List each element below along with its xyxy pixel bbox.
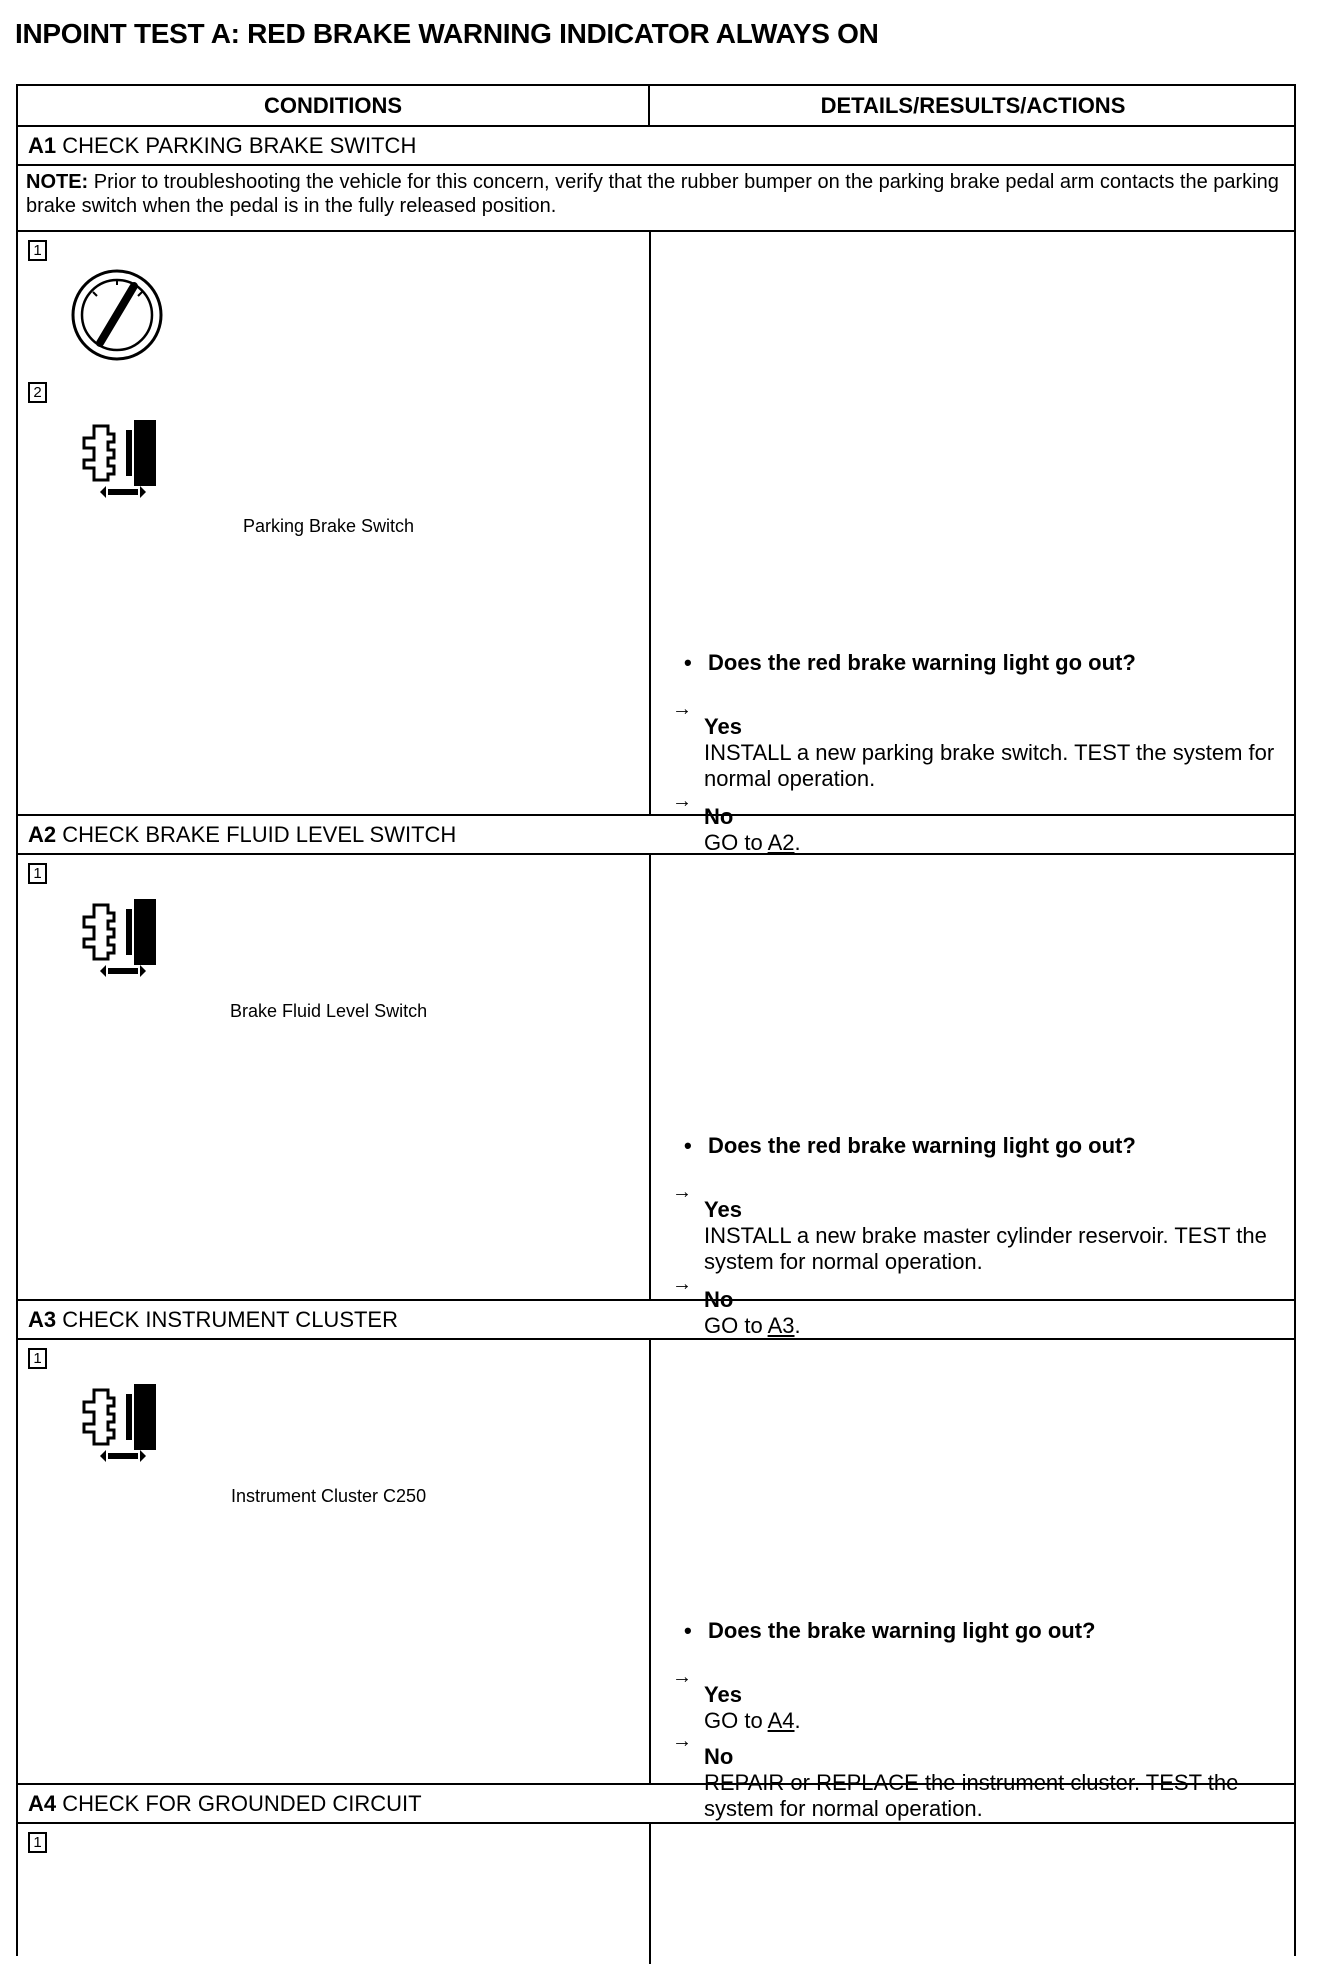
question-text: Does the brake warning light go out?: [708, 1618, 1096, 1643]
step-a3-header: [18, 1301, 1294, 1340]
note-text: Prior to troubleshooting the vehicle for this concern, verify that the rubber bumper on the parking brake pedal arm contacts the parking brake switch when the pedal is in the fully released position.: [26, 171, 1279, 217]
diagnostic-question: [684, 1133, 1136, 1159]
yes-label: Yes: [704, 1197, 742, 1222]
arrow-right-icon: →: [672, 1273, 692, 1295]
arrow-right-icon: →: [672, 698, 692, 720]
yes-answer: [704, 1197, 1294, 1275]
details-header: DETAILS/RESULTS/ACTIONS: [820, 93, 1126, 118]
yes-label: Yes: [704, 714, 742, 739]
step-number-box: 2: [28, 382, 47, 403]
question-text: Does the red brake warning light go out?: [708, 1133, 1136, 1158]
link-a4[interactable]: A4: [767, 1708, 795, 1733]
step-number-box: 1: [28, 1832, 47, 1853]
page-title: INPOINT TEST A: RED BRAKE WARNING INDICATOR ALWAYS ON: [15, 18, 879, 49]
yes-action: INSTALL a new brake master cylinder reservoir. TEST the system for normal operation.: [704, 1223, 1267, 1274]
step-number-box: 1: [28, 240, 47, 261]
yes-label: Yes: [704, 1682, 742, 1707]
yes-action: GO to A4.: [704, 1708, 801, 1733]
step-title: CHECK BRAKE FLUID LEVEL SWITCH: [62, 822, 457, 847]
step-a1-note: [18, 166, 1294, 232]
arrow-right-icon: →: [672, 790, 692, 812]
step-title: CHECK PARKING BRAKE SWITCH: [62, 133, 417, 158]
link-a3[interactable]: A3: [767, 1313, 795, 1338]
step-a4-header: [18, 1785, 1294, 1824]
step-a4-row: [18, 1824, 1294, 1964]
column-divider: [649, 1824, 651, 1964]
connector-disconnect-icon: [72, 887, 168, 983]
note-label: NOTE:: [26, 171, 89, 193]
column-divider: [649, 1340, 651, 1783]
step-id: A2: [28, 822, 57, 847]
conditions-header: CONDITIONS: [18, 86, 650, 125]
component-caption: Instrument Cluster C250: [231, 1486, 427, 1506]
step-title: CHECK FOR GROUNDED CIRCUIT: [62, 1791, 422, 1816]
diagnostic-question: [684, 1618, 1096, 1644]
column-divider: [649, 855, 651, 1299]
ignition-key-icon: [70, 268, 164, 362]
table-header: [18, 86, 1294, 127]
arrow-right-icon: →: [672, 1666, 692, 1688]
step-a1-header: [18, 127, 1294, 166]
connector-disconnect-icon: [72, 1372, 168, 1468]
step-title: CHECK INSTRUMENT CLUSTER: [62, 1307, 398, 1332]
yes-answer: [704, 1682, 1294, 1734]
bullet-icon: •: [684, 650, 692, 675]
step-id: A1: [28, 133, 57, 158]
connector-disconnect-icon: [72, 408, 168, 504]
no-action: GO to A3.: [704, 1313, 801, 1338]
arrow-right-icon: →: [672, 1730, 692, 1752]
yes-answer: [704, 714, 1294, 792]
inpoint-test-table: [16, 84, 1296, 1956]
no-label: No: [704, 1744, 734, 1769]
step-number-box: 1: [28, 863, 47, 884]
component-caption: Parking Brake Switch: [243, 516, 415, 536]
arrow-right-icon: →: [672, 1181, 692, 1203]
column-divider: [649, 232, 651, 814]
question-text: Does the red brake warning light go out?: [708, 650, 1136, 675]
no-action: GO to A2.: [704, 830, 801, 855]
diagnostic-question: [684, 650, 1136, 676]
bullet-icon: •: [684, 1133, 692, 1158]
step-id: A4: [28, 1791, 57, 1816]
step-number-box: 1: [28, 1348, 47, 1369]
component-caption: Brake Fluid Level Switch: [230, 1001, 428, 1021]
step-a2-header: [18, 816, 1294, 855]
no-label: No: [704, 1287, 734, 1312]
bullet-icon: •: [684, 1618, 692, 1643]
no-action: REPAIR or REPLACE the instrument cluster. TEST the system for normal operation.: [704, 1770, 1239, 1821]
yes-action: INSTALL a new parking brake switch. TEST the system for normal operation.: [704, 740, 1275, 791]
no-label: No: [704, 804, 734, 829]
link-a2[interactable]: A2: [767, 830, 795, 855]
step-id: A3: [28, 1307, 57, 1332]
